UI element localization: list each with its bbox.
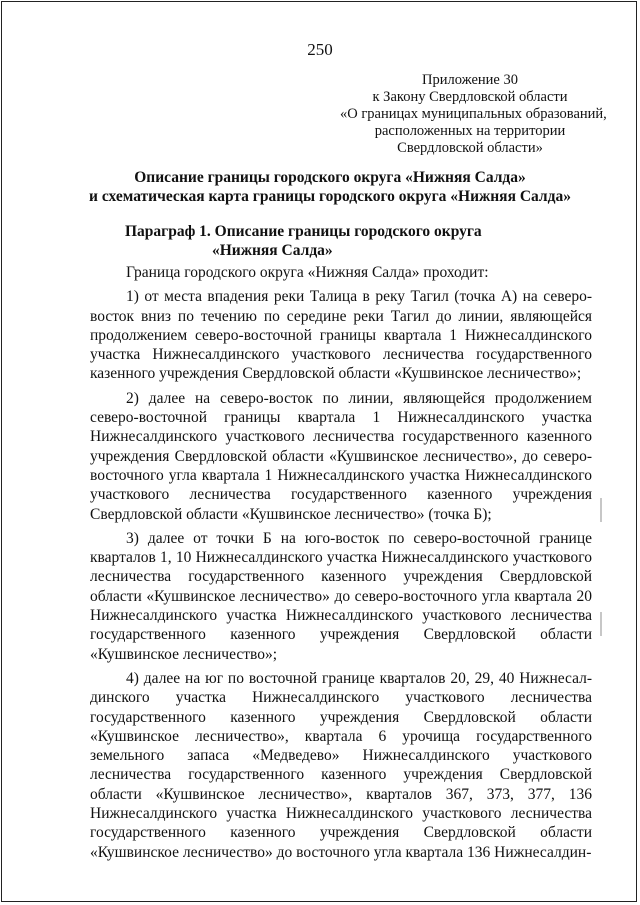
boundary-paragraph-3: 3) далее от точки Б на юго-восток по северо-восточной границе кварталов 1, 10 Нижнесалдинского участка Нижнесалдинского участкового лесничества государственного казенного учреждения Свердловской области «Кушвинское лесничество» до северо-восточного угла квартала 20 Нижнесалдинского участка Нижнесалдинского участкового лесничества государственного казенного учреждения Свердловской области «Кушвинское лесничество»;	[90, 529, 592, 663]
boundary-paragraph-4: 4) далее на юг по восточной границе кварталов 20, 29, 40 Нижнесалдинского участка Нижнесалдинского участкового лесничества государственного казенного учреждения Свердловской области «Кушвинское лесничество», квартала 6 урочища государственного земельного запаса «Медведево» Нижнесалдинского участкового лесничества государственного казенного учреждения Свердловской области «Кушвинское лесничество», кварталов 367, 373, 377, 136 Нижнесалдинского участка Нижнесалдинского участкового лесничества государственного казенного учреждения Свердловской области «Кушвинское лесничество» до восточного угла квартала 136 Нижнесалдин-	[90, 669, 592, 861]
page-number: 250	[307, 40, 333, 59]
document-title	[60, 168, 600, 206]
boundary-paragraph-2: 2) далее на северо-восток по линии, являющейся продолжением северо-восточной границы квартала 1 Нижнесалдинского участка Нижнесалдинского участкового лесничества государственного казенного учреждения Свердловской области «Кушвинское лесничество», до северо-восточного угла квартала 1 Нижнесалдинского участка Нижнесалдинского участкового лесничества государственного казенного учреждения Свердловской области «Кушвинское лесничество» (точка Б);	[90, 389, 592, 523]
document-title-line-2: и схематическая карта границы городского округа «Нижняя Салда»	[89, 188, 571, 205]
appendix-line: Свердловской области»	[397, 140, 543, 156]
section-heading-line-2: «Нижняя Салда»	[212, 242, 333, 259]
appendix-line: расположенных на территории	[374, 123, 566, 139]
appendix-line: к Закону Свердловской области	[372, 89, 568, 105]
margin-mark	[600, 498, 602, 522]
appendix-line: Приложение 30	[422, 72, 518, 88]
boundary-paragraph-1: 1) от места впадения реки Талица в реку Тагил (точка А) на северо-восток вниз по течению по середине реки Тагил до линии, являющейся продолжением северо-восточной границы квартала 1 Нижнесалдинского участка Нижнесалдинского участкового лесничества государственного казенного учреждения Свердловской области «Кушвинское лесничество»;	[90, 288, 592, 383]
margin-mark	[600, 612, 602, 636]
document-title-line-1: Описание границы городского округа «Нижняя Салда»	[134, 169, 526, 186]
appendix-line: «О границах муниципальных образований,	[340, 106, 607, 122]
body-text	[90, 263, 592, 867]
intro-paragraph: Граница городского округа «Нижняя Салда» проходит:	[126, 264, 489, 281]
section-heading-line-1: Параграф 1. Описание границы городского округа	[125, 223, 482, 240]
section-heading	[100, 222, 520, 260]
appendix-header	[340, 72, 607, 157]
